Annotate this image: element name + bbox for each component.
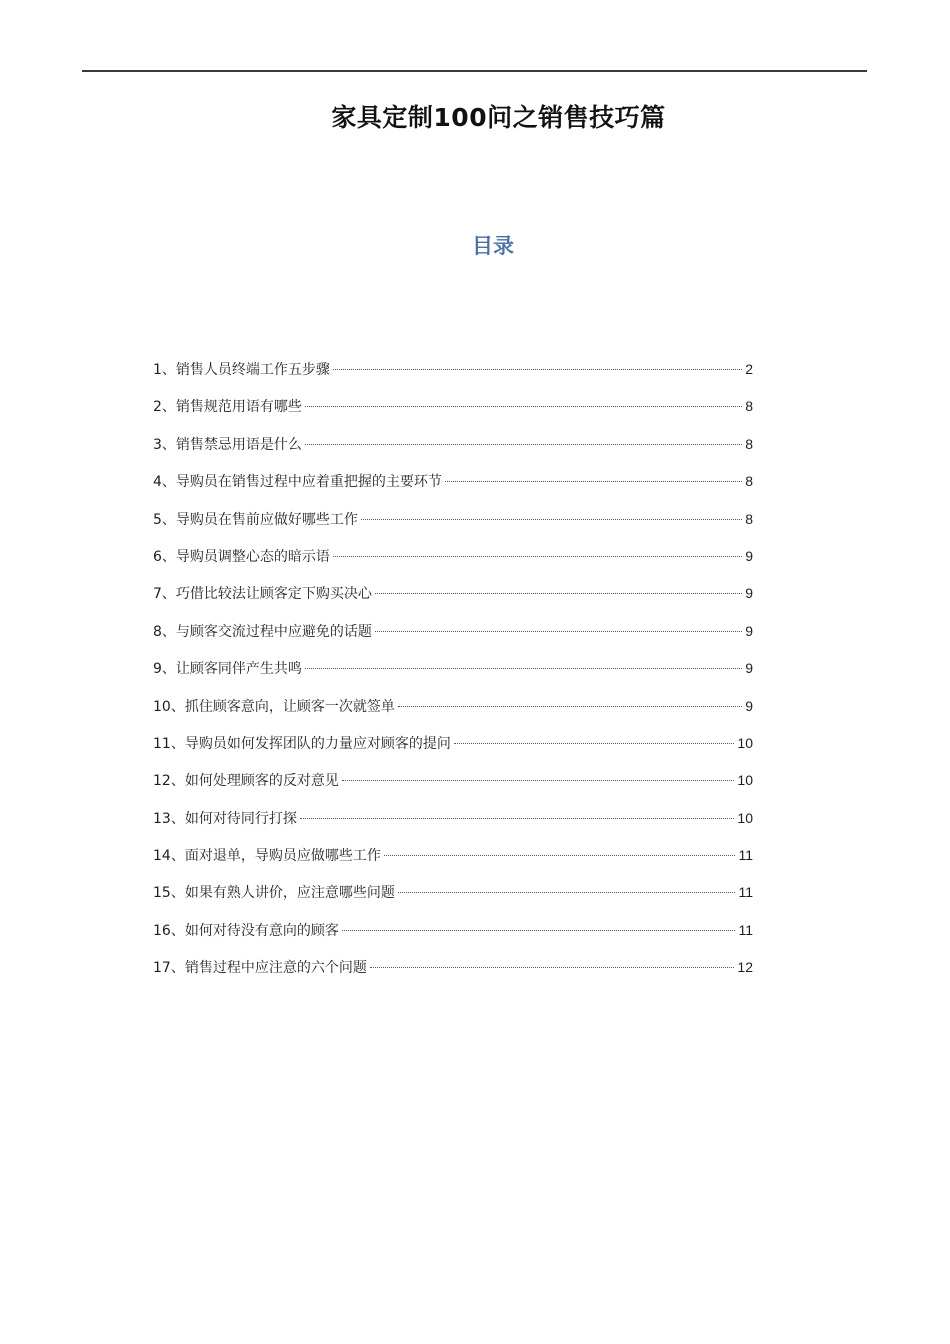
toc-dot-leader: [398, 892, 736, 893]
toc-entry[interactable]: [153, 619, 753, 656]
toc-dot-leader: [384, 855, 736, 856]
toc-entry-page-number[interactable]: 8: [745, 510, 753, 527]
toc-heading: 目录: [472, 234, 514, 258]
toc-entry-label[interactable]: 4、导购员在销售过程中应着重把握的主要环节: [153, 474, 442, 491]
toc-dot-leader: [454, 743, 735, 744]
toc-dot-leader: [375, 631, 742, 632]
toc-entry-label[interactable]: 1、销售人员终端工作五步骤: [153, 362, 330, 378]
toc-dot-leader: [333, 369, 742, 370]
toc-dot-leader: [398, 706, 742, 707]
toc-entry-label[interactable]: 13、如何对待同行打探: [153, 810, 297, 827]
toc-entry-label[interactable]: 6、导购员调整心态的暗示语: [153, 548, 330, 565]
toc-entry-page-number[interactable]: 9: [745, 622, 753, 639]
header-rule: [82, 70, 867, 72]
toc-entry-label[interactable]: 15、如果有熟人讲价，应注意哪些问题: [153, 885, 395, 902]
toc-entry-label[interactable]: 7、巧借比较法让顾客定下购买决心: [153, 586, 372, 603]
toc-entry-label[interactable]: 16、如何对待没有意向的顾客: [153, 922, 339, 939]
toc-entry[interactable]: [153, 357, 753, 394]
toc-entry-label[interactable]: 17、销售过程中应注意的六个问题: [153, 960, 367, 977]
toc-entry-page-number[interactable]: 9: [745, 585, 753, 602]
toc-entry-label[interactable]: 3、销售禁忌用语是什么: [153, 436, 302, 453]
toc-entry-page-number[interactable]: 8: [745, 473, 753, 490]
toc-entry[interactable]: [153, 507, 753, 544]
toc-entry-page-number[interactable]: 8: [745, 398, 753, 415]
toc-entry-page-number[interactable]: 8: [745, 435, 753, 452]
toc-entry-page-number[interactable]: 11: [738, 847, 753, 864]
toc-dot-leader: [445, 481, 742, 482]
toc-entry[interactable]: [153, 544, 753, 581]
toc-entry-page-number[interactable]: 11: [738, 921, 753, 938]
toc-entry-label[interactable]: 2、销售规范用语有哪些: [153, 399, 302, 416]
toc-entry[interactable]: [153, 656, 753, 693]
toc-dot-leader: [300, 818, 735, 819]
toc-entry-label[interactable]: 10、抓住顾客意向，让顾客一次就签单: [153, 698, 395, 715]
toc-entry-label[interactable]: 8、与顾客交流过程中应避免的话题: [153, 623, 372, 640]
toc-entry-page-number[interactable]: 2: [745, 361, 753, 377]
toc-entry[interactable]: [153, 880, 753, 917]
toc-entry-page-number[interactable]: 9: [745, 697, 753, 714]
toc-entry[interactable]: [153, 731, 753, 768]
toc-dot-leader: [305, 444, 742, 445]
toc-dot-leader: [370, 967, 735, 968]
toc-entry[interactable]: [153, 806, 753, 843]
toc-entry-label[interactable]: 9、让顾客同伴产生共鸣: [153, 661, 302, 678]
toc-dot-leader: [342, 930, 736, 931]
toc-dot-leader: [305, 406, 742, 407]
toc-entry-page-number[interactable]: 11: [738, 884, 753, 901]
toc-entry-page-number[interactable]: 10: [737, 772, 753, 789]
toc-entry[interactable]: [153, 768, 753, 805]
toc-entry-page-number[interactable]: 9: [745, 547, 753, 564]
toc-entry-label[interactable]: 12、如何处理顾客的反对意见: [153, 773, 339, 790]
toc-dot-leader: [305, 668, 742, 669]
toc-entry[interactable]: [153, 432, 753, 469]
toc-entry-label[interactable]: 11、导购员如何发挥团队的力量应对顾客的提问: [153, 735, 451, 752]
toc-entry[interactable]: [153, 469, 753, 506]
toc-entry[interactable]: [153, 694, 753, 731]
toc-entry[interactable]: [153, 843, 753, 880]
toc-entry-label[interactable]: 5、导购员在售前应做好哪些工作: [153, 511, 358, 528]
toc-entry-page-number[interactable]: 10: [737, 734, 753, 751]
toc-entry[interactable]: [153, 394, 753, 431]
toc-entry-page-number[interactable]: 9: [745, 660, 753, 677]
toc-dot-leader: [333, 556, 742, 557]
document-title: 家具定制100问之销售技巧篇: [331, 103, 666, 132]
toc-entry[interactable]: [153, 581, 753, 618]
toc-entry[interactable]: [153, 918, 753, 955]
table-of-contents: [153, 357, 753, 993]
toc-entry-page-number[interactable]: 12: [737, 959, 753, 976]
toc-entry[interactable]: [153, 955, 753, 992]
toc-dot-leader: [375, 593, 742, 594]
toc-entry-label[interactable]: 14、面对退单，导购员应做哪些工作: [153, 848, 381, 865]
toc-entry-page-number[interactable]: 10: [737, 809, 753, 826]
toc-dot-leader: [361, 519, 742, 520]
toc-dot-leader: [342, 780, 735, 781]
